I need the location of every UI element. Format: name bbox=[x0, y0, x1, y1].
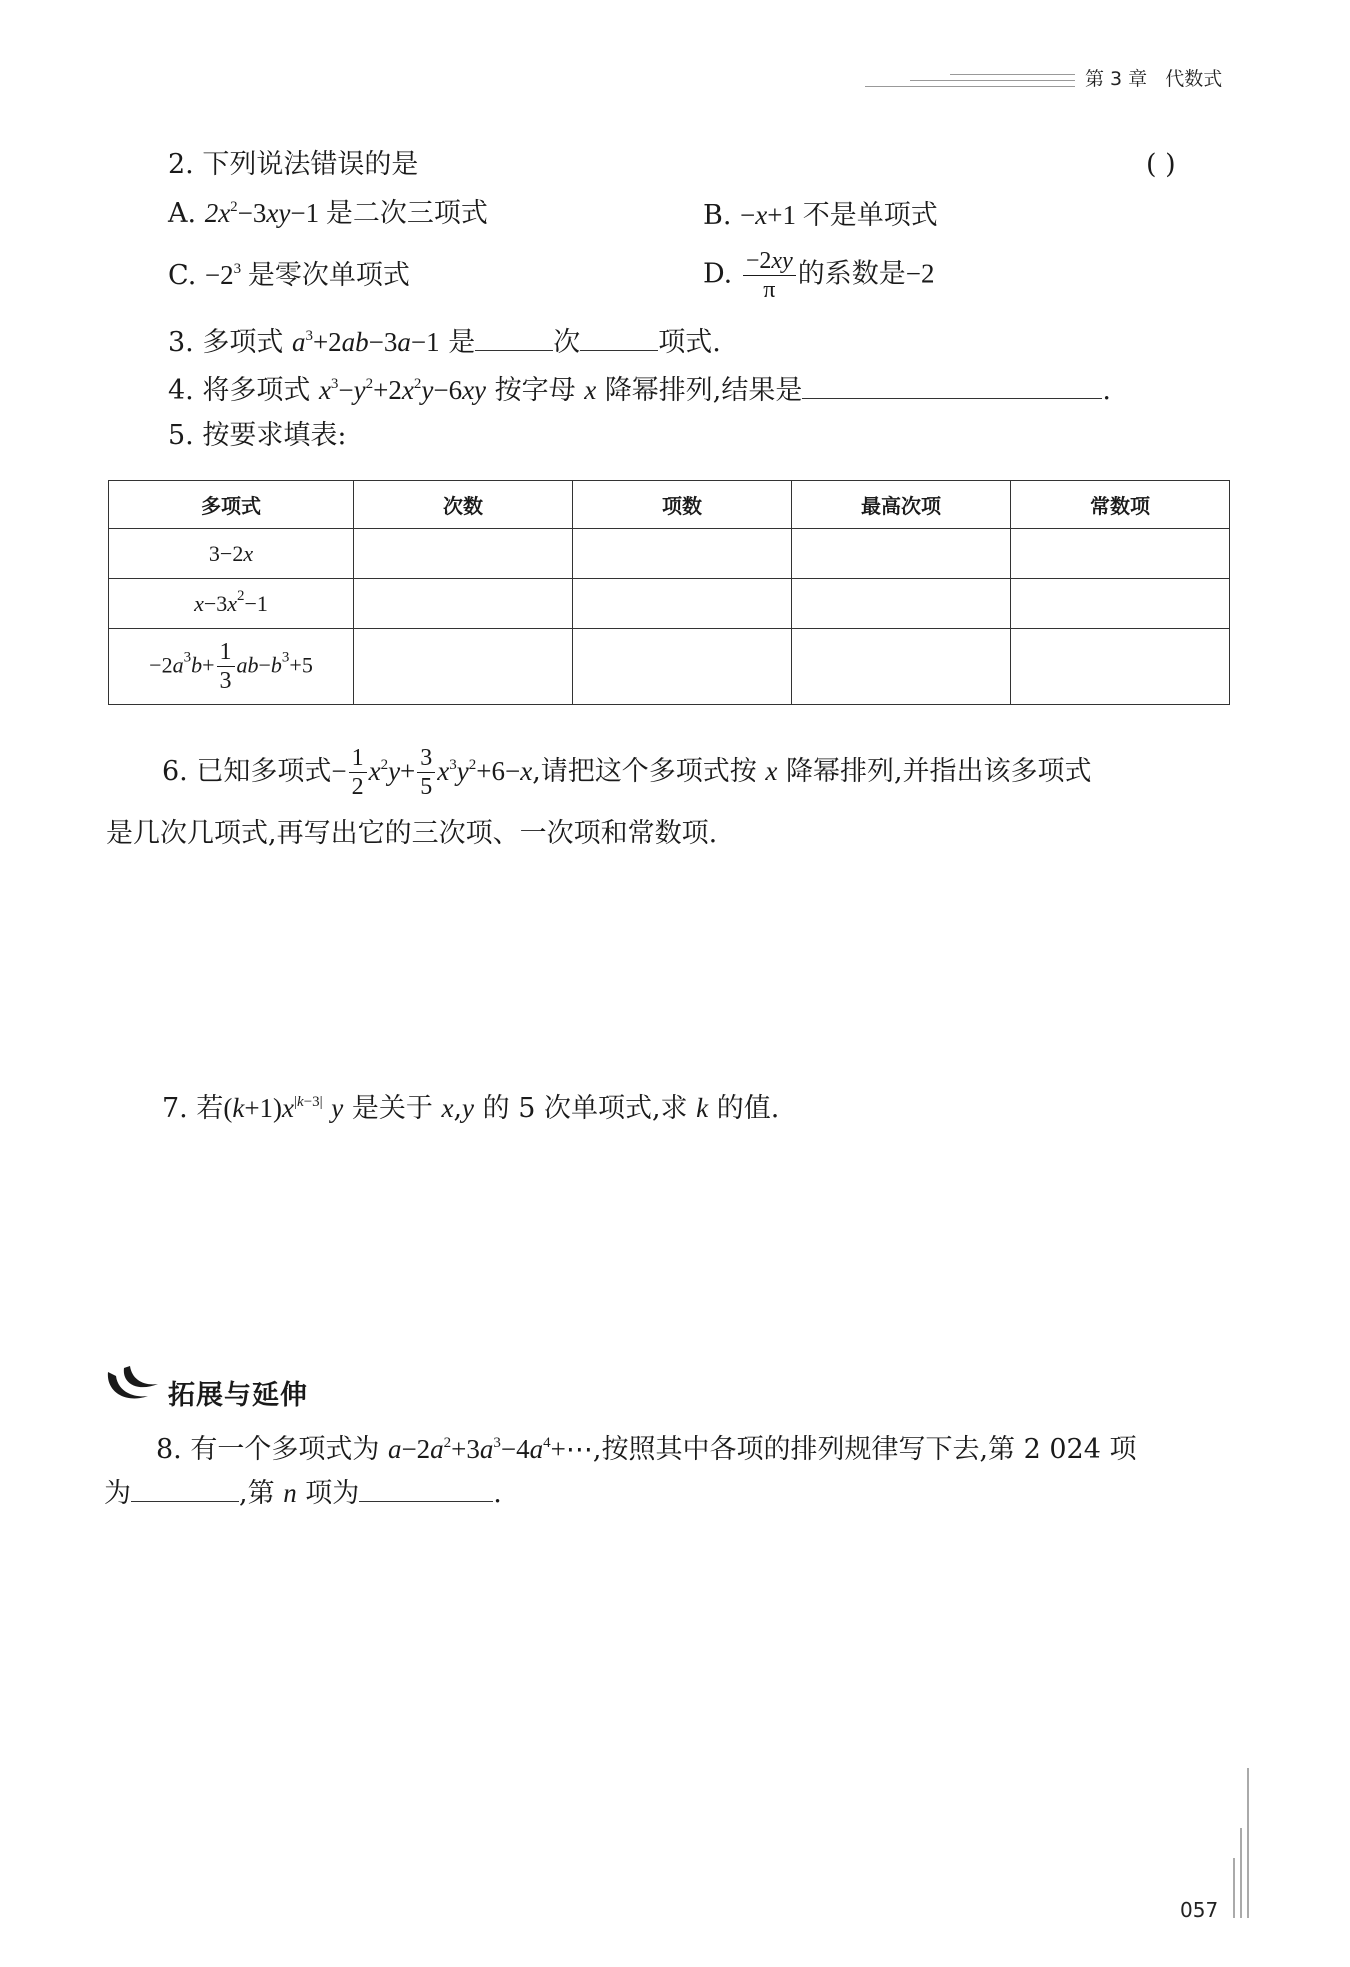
table-header-row bbox=[109, 481, 1230, 529]
option-a: A. $2x^2-3xy-1$ 是二次三项式 bbox=[168, 198, 488, 229]
answer-cell[interactable] bbox=[573, 629, 792, 705]
question-8-line-2: 为 ,第 n 项为 . bbox=[104, 1478, 502, 1509]
blank-term-2024[interactable] bbox=[131, 1477, 239, 1502]
answer-cell[interactable] bbox=[573, 579, 792, 629]
chapter-number: 第 3 章 bbox=[1085, 68, 1148, 90]
blank-arrangement[interactable] bbox=[802, 374, 1102, 399]
table-row bbox=[109, 529, 1230, 579]
answer-cell[interactable] bbox=[1011, 529, 1230, 579]
polynomial-cell: 3−2x bbox=[109, 529, 354, 579]
answer-paren: ( ) bbox=[1146, 149, 1176, 180]
answer-cell[interactable] bbox=[1011, 629, 1230, 705]
page-number: 057 bbox=[1180, 1898, 1219, 1922]
question-6-line-2: 是几次几项式,再写出它的三次项、一次项和常数项. bbox=[106, 818, 718, 849]
chapter-title: 代数式 bbox=[1165, 68, 1223, 90]
question-2-stem: 2. 下列说法错误的是 bbox=[168, 149, 419, 180]
header-polynomial: 多项式 bbox=[109, 481, 354, 529]
answer-cell[interactable] bbox=[792, 529, 1011, 579]
question-4: 4. 将多项式 $x^3-y^2+2x^2y-6xy$ 按字母 x 降幂排列,结果是 . bbox=[168, 375, 1111, 406]
header-highest-term: 最高次项 bbox=[792, 481, 1011, 529]
question-5: 5. 按要求填表: bbox=[168, 420, 347, 451]
answer-cell[interactable] bbox=[792, 579, 1011, 629]
question-8-line-1: 8. 有一个多项式为 $a-2a^2+3a^3-4a^4+\cdots$,按照其中各项的排列规律写下去,第 2 024 项 bbox=[156, 1434, 1137, 1465]
answer-cell[interactable] bbox=[354, 629, 573, 705]
chapter-header bbox=[1085, 64, 1222, 91]
section-title: 拓展与延伸 bbox=[168, 1380, 308, 1411]
header-degree: 次数 bbox=[354, 481, 573, 529]
option-b: B. −x+1 不是单项式 bbox=[703, 200, 938, 231]
fraction: $\frac{-2xy}{\pi}$ bbox=[743, 246, 796, 304]
blank-term-n[interactable] bbox=[359, 1477, 493, 1502]
header-constant: 常数项 bbox=[1011, 481, 1230, 529]
answer-cell[interactable] bbox=[792, 629, 1011, 705]
question-3: 3. 多项式 $a^3+2ab-3a-1$ 是 次 项式. bbox=[168, 327, 721, 358]
option-c: C. $-2^3$ 是零次单项式 bbox=[168, 260, 410, 291]
question-6-line-1: 6. 已知多项式− $\frac{1}{2}$ $x^2y+$ $\frac{3}{5}$ $x^3y^2+6-x$,请把这个多项式按 x 降幂排列,并指出该多项式 bbox=[162, 745, 1092, 800]
blank-terms[interactable] bbox=[580, 326, 658, 351]
polynomial-cell: $x-3x^2-1$ bbox=[109, 579, 354, 629]
answer-cell[interactable] bbox=[354, 579, 573, 629]
polynomial-cell: $-2a^3b+$ $\frac{1}{3}$ $ab-b^3+5$ bbox=[109, 629, 354, 705]
table-row bbox=[109, 629, 1230, 705]
option-d: D. $\frac{-2xy}{\pi}$ 的系数是−2 bbox=[703, 248, 935, 303]
answer-cell[interactable] bbox=[1011, 579, 1230, 629]
blank-degree[interactable] bbox=[475, 326, 553, 351]
math-expression: $2x^2$ bbox=[204, 198, 238, 228]
table-row bbox=[109, 579, 1230, 629]
fill-table bbox=[108, 480, 1230, 705]
header-term-count: 项数 bbox=[573, 481, 792, 529]
swoosh-icon bbox=[104, 1362, 164, 1408]
question-7: 7. 若$(k+1)x^{|k-3|}$ y 是关于 x,y 的 5 次单项式,求 k 的值. bbox=[162, 1093, 780, 1124]
answer-cell[interactable] bbox=[354, 529, 573, 579]
answer-cell[interactable] bbox=[573, 529, 792, 579]
